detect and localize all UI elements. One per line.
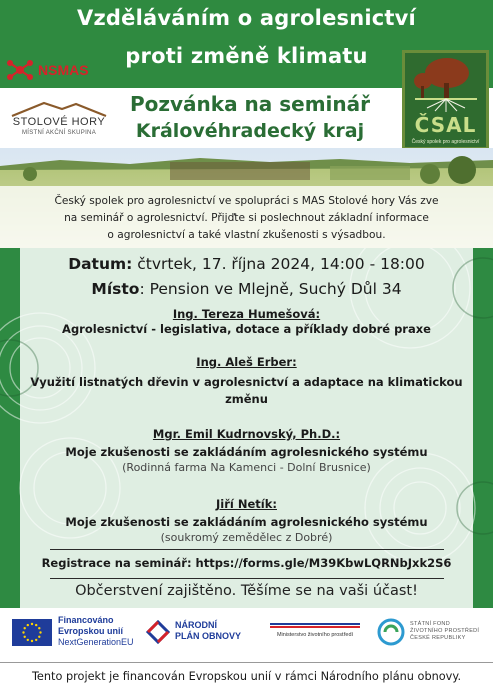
npo-logo xyxy=(145,617,255,647)
npo-line-2: PLÁN OBNOVY xyxy=(175,631,242,641)
main-title-line-1: Vzděláváním o agrolesnictví xyxy=(77,6,416,30)
eu-line-1: Financováno xyxy=(58,615,114,625)
csal-logo-text: ČSAL xyxy=(414,113,477,137)
intro-line-3: o agrolesnictví a také vlastní zkušenosti s výsadbou. xyxy=(107,229,386,241)
speaker-4-topic: Moje zkušenosti se zakládáním agrolesnického systému xyxy=(65,515,428,529)
main-title-line-2: proti změně klimatu xyxy=(125,44,368,68)
speaker-4-note: (soukromý zemědělec z Dobré) xyxy=(160,531,333,544)
tree-icon xyxy=(405,53,486,113)
stolove-hory-logo xyxy=(4,100,114,140)
npo-icon xyxy=(145,619,171,645)
sfzp-logo xyxy=(376,616,486,648)
invitation-title: Pozvánka na seminář xyxy=(129,92,371,116)
nsmas-icon xyxy=(4,57,36,83)
place-label: Místo xyxy=(91,280,140,298)
eu-flag-icon xyxy=(12,619,52,646)
csal-logo xyxy=(402,50,489,150)
eu-funding-logo-text xyxy=(58,615,134,648)
speaker-2-name: Ing. Aleš Erber: xyxy=(196,355,297,369)
place-value: : Pension ve Mlejně, Suchý Důl 34 xyxy=(139,280,402,298)
eu-line-3: NextGenerationEU xyxy=(58,637,134,647)
speaker-1-name: Ing. Tereza Humešová: xyxy=(172,307,321,321)
speaker-2-topic-line-2: změnu xyxy=(225,392,268,406)
speaker-4-name: Jiří Netík: xyxy=(216,497,277,511)
eu-line-2: Evropskou unií xyxy=(58,626,124,636)
stolove-hory-subtitle: MÍSTNÍ AKČNÍ SKUPINA xyxy=(21,130,96,136)
divider-bottom xyxy=(50,578,444,579)
refreshments-note: Občerstvení zajištěno. Těšíme se na vaši účast! xyxy=(75,583,418,599)
footer-divider xyxy=(0,662,493,663)
speaker-3-note: (Rodinná farma Na Kamenci - Dolní Brusnice) xyxy=(122,461,371,474)
sfzp-logo-text xyxy=(410,621,479,642)
sfzp-line-3: ČESKÉ REPUBLIKY xyxy=(410,635,466,641)
sfzp-icon xyxy=(376,617,406,647)
intro-line-1: Český spolek pro agrolesnictví ve spolupráci s MAS Stolové hory Vás zve xyxy=(54,195,439,207)
mzp-logo-text: Ministerstvo životního prostředí xyxy=(276,632,354,638)
speaker-3-topic: Moje zkušenosti se zakládáním agrolesnického systému xyxy=(65,445,428,459)
intro-line-2: na seminář o agrolesnictví. Přijďte si poslechnout základní informace xyxy=(64,212,429,224)
npo-logo-text xyxy=(175,620,241,642)
region-title: Královéhradecký kraj xyxy=(135,120,365,142)
divider-top xyxy=(50,549,444,550)
csal-logo-subtitle: Český spolek pro agrolesnictví xyxy=(411,139,480,145)
date-value: čtvrtek, 17. října 2024, 14:00 - 18:00 xyxy=(132,255,425,273)
stolove-hory-name: STOLOVÉ HORY xyxy=(12,116,106,128)
mzp-flag-icon xyxy=(270,620,360,630)
event-date xyxy=(20,255,473,273)
funding-note: Tento projekt je financován Evropskou unií v rámci Národního plánu obnovy. xyxy=(31,670,462,683)
speaker-3-name: Mgr. Emil Kudrnovský, Ph.D.: xyxy=(152,427,341,441)
right-green-border xyxy=(473,248,493,608)
nsmas-logo xyxy=(4,57,96,83)
sfzp-line-2: ŽIVOTNÍHO PROSTŘEDÍ xyxy=(410,628,480,634)
registration-label: Registrace na seminář: xyxy=(41,556,196,570)
nsmas-logo-text: NSMAS xyxy=(38,62,89,78)
speaker-1-topic: Agrolesnictví - legislativa, dotace a příklady dobré praxe xyxy=(62,322,431,336)
date-label: Datum: xyxy=(68,255,133,273)
registration-line xyxy=(20,556,473,570)
event-place xyxy=(20,280,473,298)
npo-line-1: NÁRODNÍ xyxy=(175,620,217,630)
sfzp-line-1: STÁTNÍ FOND xyxy=(410,621,450,627)
left-green-border xyxy=(0,248,20,608)
speaker-2-topic-line-1: Využití listnatých dřevin v agrolesnictví a adaptace na klimatickou xyxy=(30,375,463,389)
mzp-logo xyxy=(270,620,360,646)
intro-paragraph xyxy=(14,193,479,244)
registration-link[interactable]: https://forms.gle/M39KbwLQRNbJxk2S6 xyxy=(195,556,452,570)
